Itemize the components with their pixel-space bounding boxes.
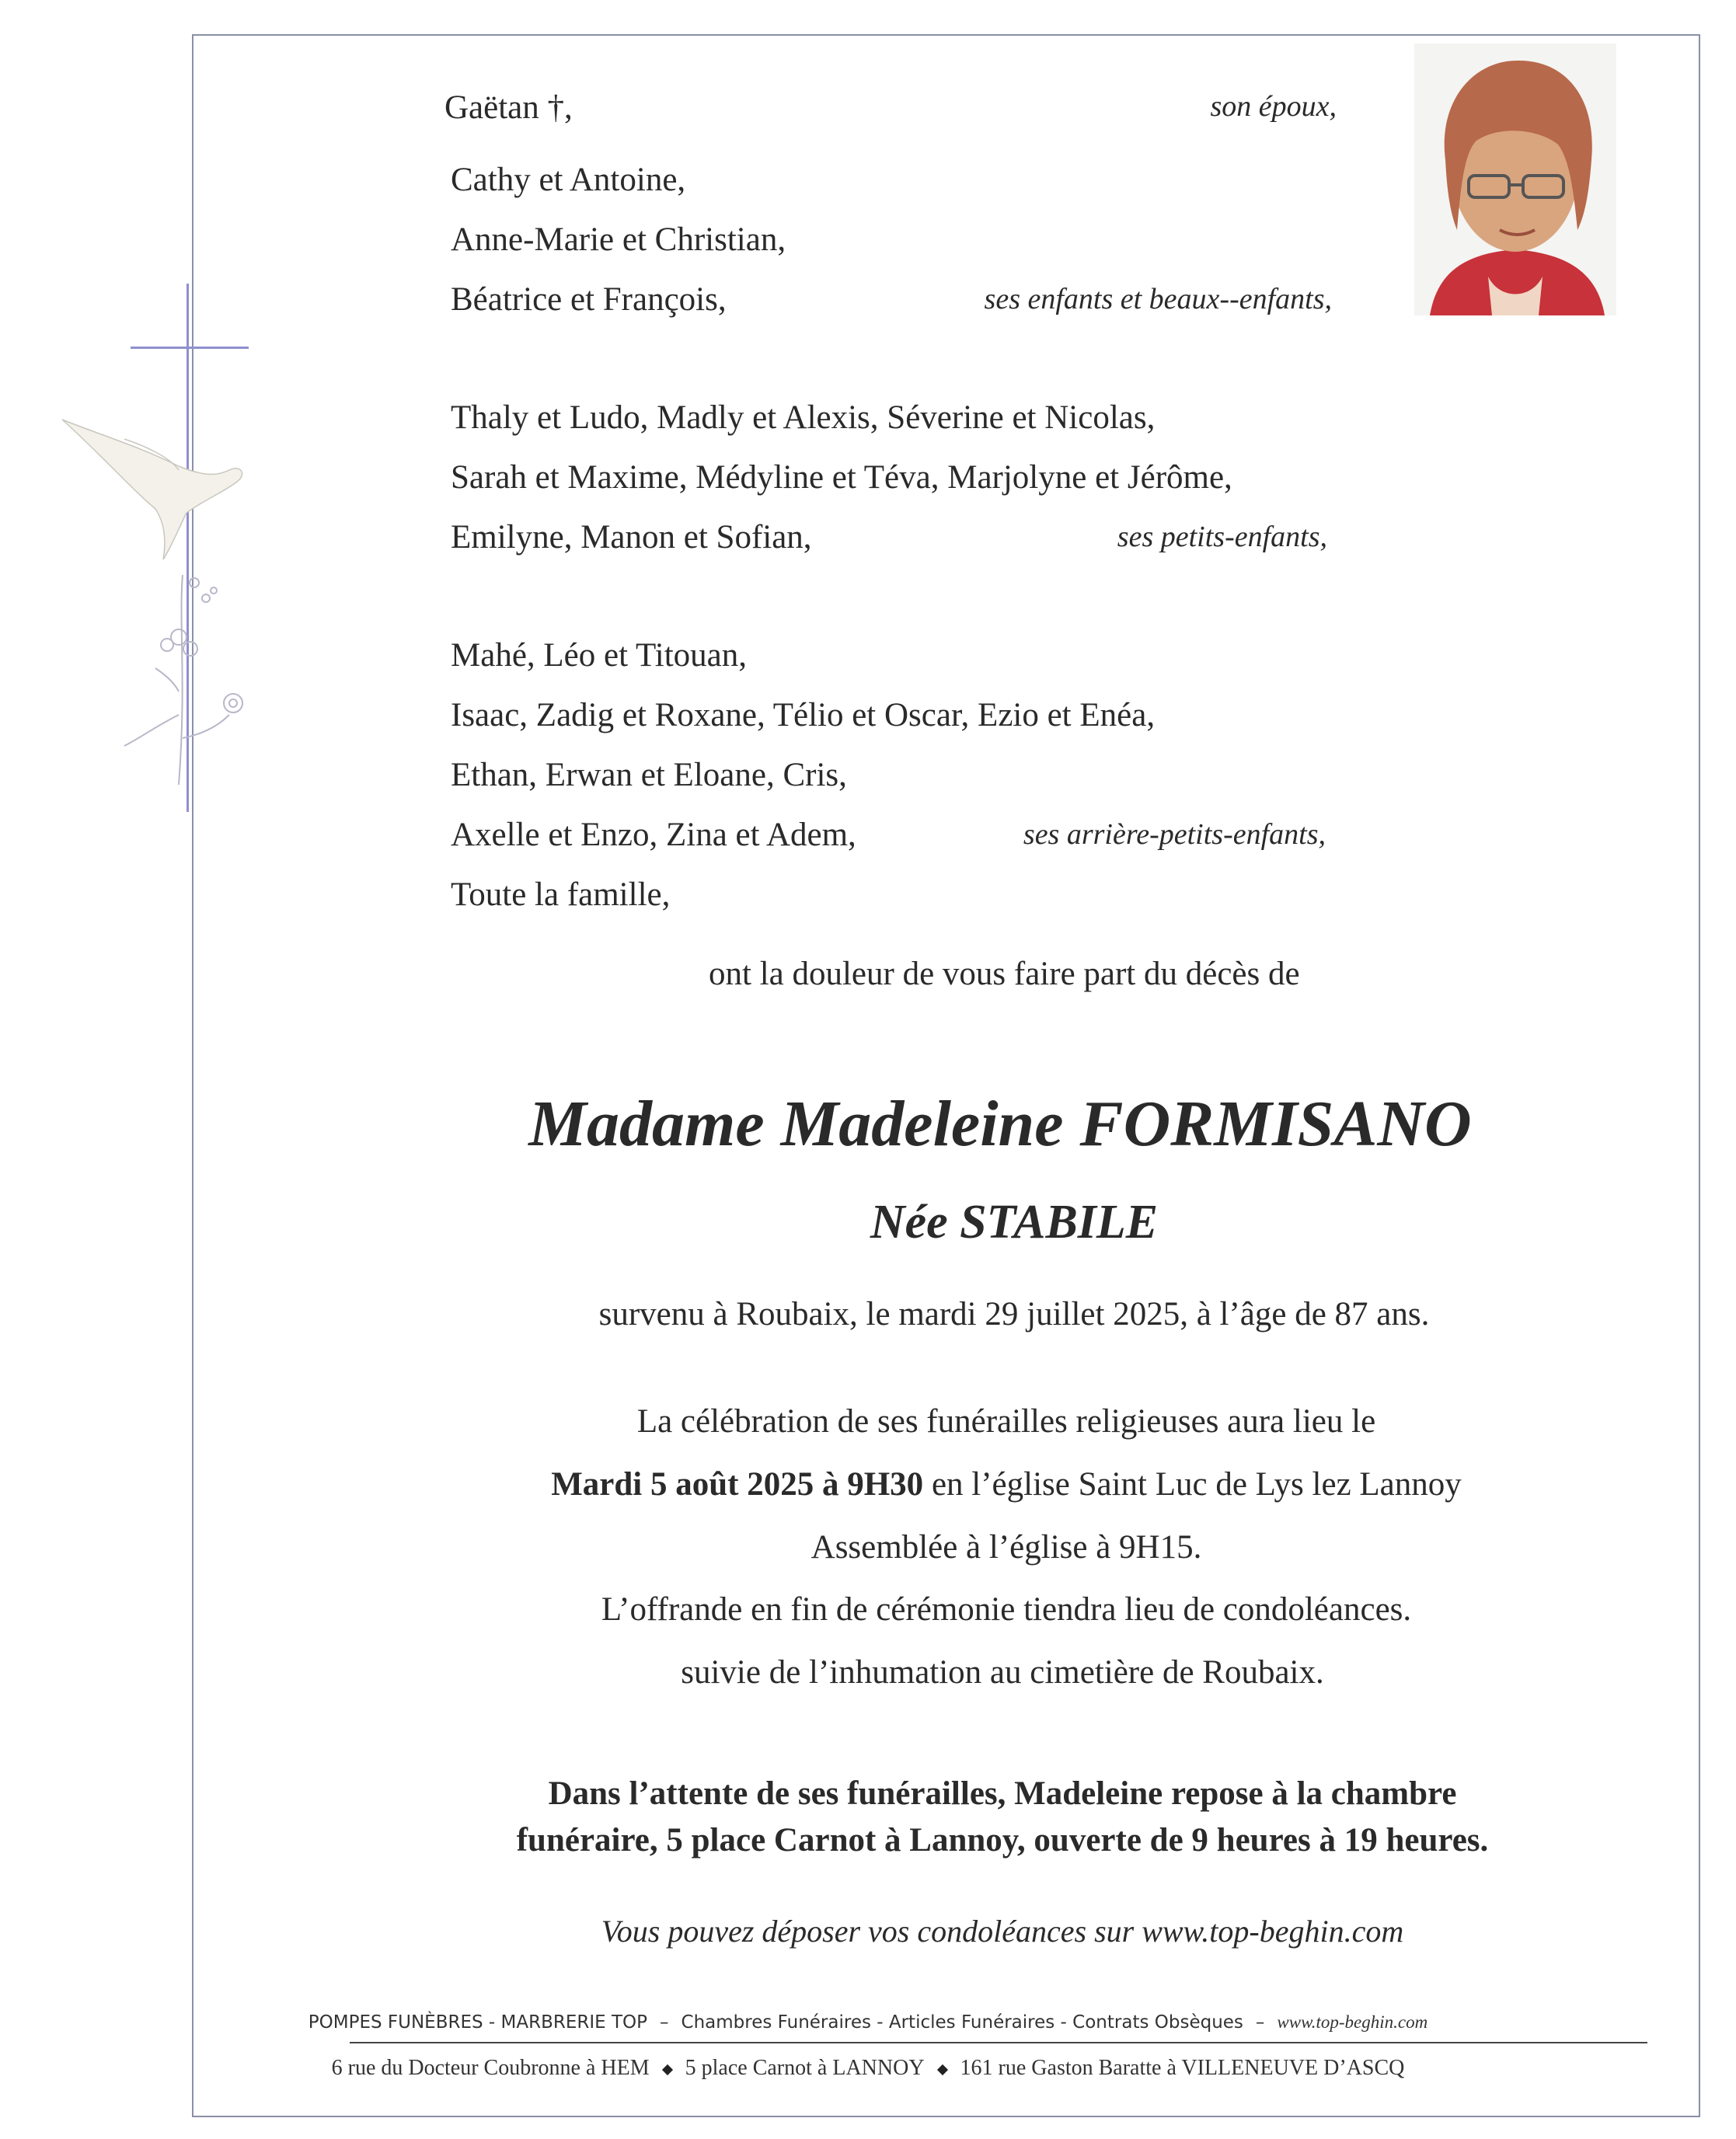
grandchildren-relation: ses petits-enfants,: [1117, 521, 1327, 553]
great-grandchild-line-3: Ethan, Erwan et Eloane, Cris,: [451, 757, 847, 793]
spouse-relation: son époux,: [1210, 90, 1337, 123]
offering-info: L’offrande en fin de cérémonie tiendra lieu de condoléances.: [601, 1591, 1412, 1628]
footer-company-line: POMPES FUNÈBRES - MARBRERIE TOP – Chambres Funéraires - Articles Funéraires - Contrats Obsèques – www.top-beghin.com: [308, 2012, 1428, 2033]
grandchild-line-1: Thaly et Ludo, Madly et Alexis, Séverine et Nicolas,: [451, 399, 1156, 436]
ceremony-date: Mardi 5 août 2025 à 9H30: [551, 1466, 924, 1503]
death-info: survenu à Roubaix, le mardi 29 juillet 2025, à l’âge de 87 ans.: [598, 1296, 1430, 1333]
flower-icon: [124, 575, 242, 785]
maiden-name: Née STABILE: [870, 1196, 1159, 1249]
resting-line-2: funéraire, 5 place Carnot à Lannoy, ouverte de 9 heures à 19 heures.: [516, 1822, 1489, 1859]
grandchild-line-2: Sarah et Maxime, Médyline et Téva, Marjolyne et Jérôme,: [451, 459, 1232, 496]
great-grandchild-line-1: Mahé, Léo et Titouan,: [451, 637, 747, 674]
assembly-time: Assemblée à l’église à 9H15.: [810, 1529, 1202, 1566]
dove-icon: [62, 420, 242, 559]
address-lannoy: 5 place Carnot à LANNOY: [685, 2056, 925, 2080]
address-hem: 6 rue du Docteur Coubronne à HEM: [331, 2056, 650, 2080]
ceremony-date-place: [0, 1468, 1736, 1501]
announcement-text: ont la douleur de vous faire part du décès de: [709, 956, 1300, 992]
children-relation: ses enfants et beaux--enfants,: [984, 283, 1332, 315]
great-grandchild-line-2: Isaac, Zadig et Roxane, Télio et Oscar, Ezio et Enéa,: [451, 697, 1156, 733]
diamond-icon: [662, 2064, 673, 2075]
grandchild-line-3: Emilyne, Manon et Sofian,: [451, 519, 812, 556]
child-line-2: Anne-Marie et Christian,: [451, 221, 786, 258]
great-grandchildren-relation: ses arrière-petits-enfants,: [1023, 818, 1326, 851]
child-line-3: Béatrice et François,: [451, 281, 727, 318]
resting-line-1: Dans l’attente de ses funérailles, Madeleine repose à la chambre: [548, 1775, 1457, 1812]
footer-services: Chambres Funéraires - Articles Funéraires - Contrats Obsèques: [681, 2012, 1243, 2033]
footer-divider: [350, 2042, 1647, 2043]
ceremony-line-1: La célébration de ses funérailles religieuses aura lieu le: [636, 1403, 1376, 1440]
footer-website[interactable]: www.top-beghin.com: [1277, 2012, 1428, 2032]
great-grandchild-line-4: Axelle et Enzo, Zina et Adem,: [451, 817, 856, 853]
condolences-text: Vous pouvez déposer vos condoléances sur www.top-beghin.com: [601, 1914, 1404, 1949]
footer-company: POMPES FUNÈBRES - MARBRERIE TOP: [308, 2012, 648, 2033]
portrait-photo: [1414, 44, 1616, 315]
cross-dove-decoration: [54, 280, 311, 824]
child-line-1: Cathy et Antoine,: [451, 162, 686, 198]
whole-family: Toute la famille,: [451, 876, 671, 913]
address-villeneuve: 161 rue Gaston Baratte à VILLENEUVE D’ASCQ: [960, 2056, 1405, 2080]
footer-addresses: [0, 2056, 1736, 2081]
deceased-name: Madame Madeleine FORMISANO: [528, 1088, 1472, 1160]
diamond-icon: [936, 2064, 947, 2075]
spouse-name: Gaëtan †,: [444, 89, 573, 126]
ceremony-place: en l’église Saint Luc de Lys lez Lannoy: [923, 1466, 1462, 1503]
burial-info: suivie de l’inhumation au cimetière de Roubaix.: [681, 1654, 1324, 1691]
